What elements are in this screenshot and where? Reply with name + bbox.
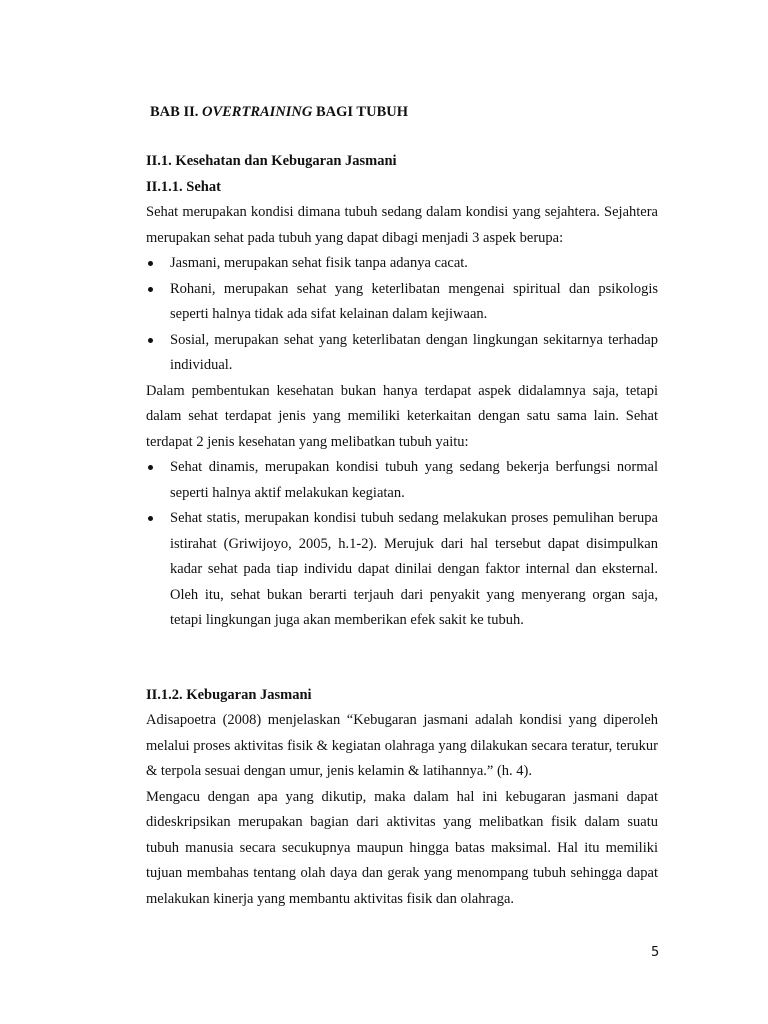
section-1 [146, 148, 658, 634]
chapter-prefix: BAB II. [150, 104, 202, 120]
list-item: Sehat statis, merupakan kondisi tubuh sedang melakukan proses pemulihan berupa istirahat (Griwijoyo, 2005, h.1-2). Merujuk dari hal tersebut dapat disimpulkan kadar sehat pada tiap individu dapat dinilai dengan faktor internal dan eksternal. Oleh itu, sehat bukan berarti terjauh dari penyakit yang menyerang organ saja, tetapi lingkungan juga akan memberikan efek sakit ke tubuh. [146, 506, 658, 634]
section-heading: II.1. Kesehatan dan Kebugaran Jasmani [146, 153, 397, 169]
subsection-heading-kebugaran: II.1.2. Kebugaran Jasmani [146, 687, 312, 703]
list-item: Rohani, merupakan sehat yang keterlibatan mengenai spiritual dan psikologis seperti halnya tidak ada sifat kelainan dalam kejiwaan. [146, 277, 658, 328]
bullet-list-aspek [146, 251, 658, 379]
list-item: Sehat dinamis, merupakan kondisi tubuh yang sedang bekerja berfungsi normal seperti halnya aktif melakukan kegiatan. [146, 455, 658, 506]
bullet-list-jenis [146, 455, 658, 634]
paragraph-jenis-kesehatan: Dalam pembentukan kesehatan bukan hanya terdapat aspek didalamnya saja, tetapi dalam sehat terdapat jenis yang memiliki keterkaitan dengan satu sama lain. Sehat terdapat 2 jenis kesehatan yang melibatkan tubuh yaitu: [146, 382, 658, 450]
quote-paragraph: Adisapoetra (2008) menjelaskan “Kebugaran jasmani adalah kondisi yang diperoleh melalui proses aktivitas fisik & kegiatan olahraga yang dilakukan secara teratur, terukur & terpola sesuai dengan umur, jenis kelamin & latihannya.” (h. 4). [146, 712, 658, 779]
section-kebugaran [146, 682, 658, 912]
chapter-title [150, 102, 408, 122]
document-page [146, 0, 658, 1024]
chapter-italic: OVERTRAINING [201, 104, 313, 120]
subsection-heading-sehat: II.1.1. Sehat [146, 179, 221, 195]
paragraph-kebugaran: Mengacu dengan apa yang dikutip, maka dalam hal ini kebugaran jasmani dapat dideskripsikan merupakan bagian dari aktivitas yang melibatkan fisik dalam suatu tubuh manusia secara secukupnya maupun hingga batas maksimal. Hal itu memiliki tujuan membahas tentang olah daya dan gerak yang menompang tubuh sehingga dapat melakukan kinerja yang membantu aktivitas fisik dan olahraga. [146, 788, 658, 907]
list-item: Jasmani, merupakan sehat fisik tanpa adanya cacat. [146, 251, 658, 277]
chapter-suffix: BAGI TUBUH [312, 104, 408, 120]
paragraph-sehat-intro: Sehat merupakan kondisi dimana tubuh sedang dalam kondisi yang sejahtera. Sejahtera merupakan sehat pada tubuh yang dapat dibagi menjadi 3 aspek berupa: [146, 204, 658, 246]
list-item: Sosial, merupakan sehat yang keterlibatan dengan lingkungan sekitarnya terhadap individual. [146, 328, 658, 379]
page-number: 5 [651, 945, 660, 960]
